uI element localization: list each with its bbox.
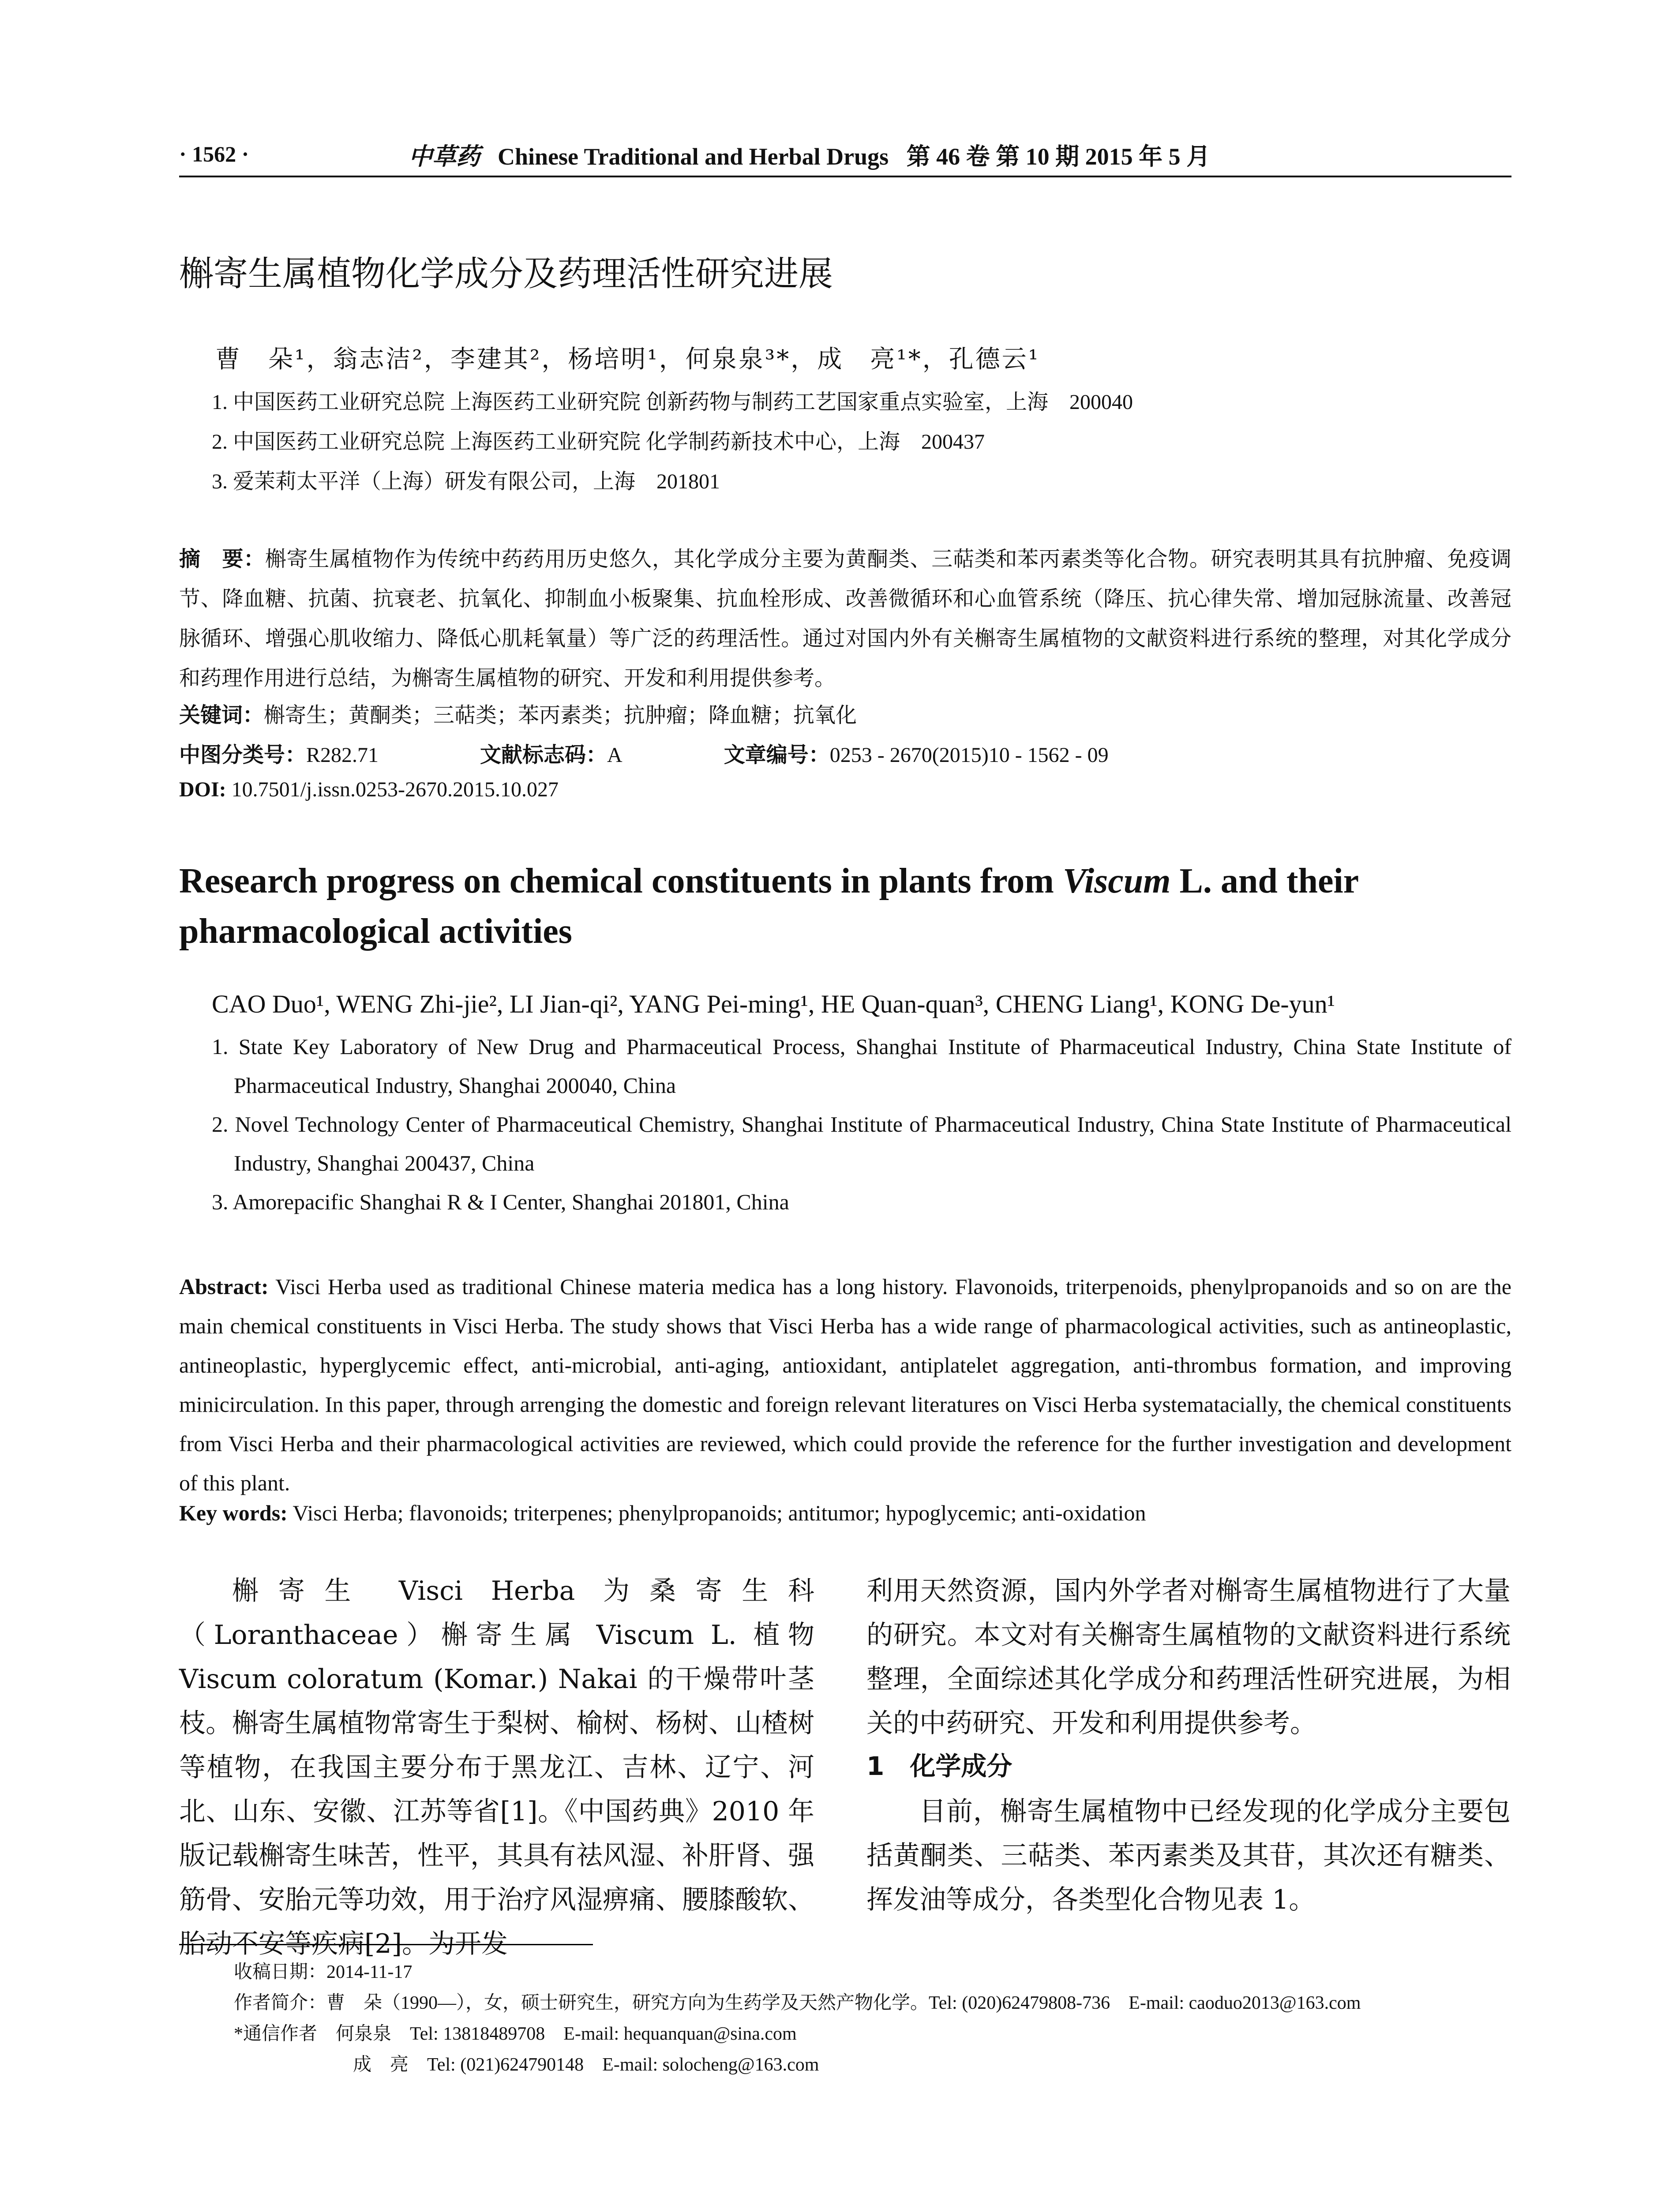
title-en-part2: L. and their pharmacological activities [179, 862, 1358, 951]
title-cn: 槲寄生属植物化学成分及药理活性研究进展 [179, 254, 833, 294]
affiliation-cn-2: 2. 中国医药工业研究总院 上海医药工业研究院 化学制药新技术中心，上海 200437 [212, 430, 985, 454]
running-header [179, 138, 1511, 173]
abstract-en [179, 1267, 1511, 1503]
keywords-en [179, 1500, 1511, 1526]
footnote-author-bio: 作者简介：曹 朵（1990—），女，硕士研究生，研究方向为生药学及天然产物化学。Tel: (020)62479808-736 E-mail: caoduo2013@163.com [234, 1993, 1361, 2013]
authors-cn: 曹 朵¹，翁志洁²，李建其²，杨培明¹，何泉泉³*，成 亮¹*，孔德云¹ [215, 345, 1040, 374]
title-en-genus: Viscum [1062, 862, 1171, 900]
doi-line [179, 777, 559, 802]
keywords-en-label: Key words: [179, 1501, 288, 1525]
footnote-rule [179, 1944, 593, 1945]
article-number-label: 文章编号： [724, 743, 830, 767]
footnote-received: 收稿日期：2014-11-17 [234, 1962, 412, 1982]
classification-line [179, 738, 1109, 768]
journal-issue: 第 46 卷 第 10 期 2015 年 5 月 [906, 143, 1211, 170]
affiliation-cn-1: 1. 中国医药工业研究总院 上海医药工业研究院 创新药物与制药工艺国家重点实验室，上海 200040 [212, 390, 1133, 414]
doi-value[interactable]: 10.7501/j.issn.0253-2670.2015.10.027 [231, 778, 559, 801]
journal-name-cn: 中草药 [409, 142, 480, 170]
affiliation-en-2: 2. Novel Technology Center of Pharmaceutical Chemistry, Shanghai Institute of Pharmaceutical Industry, China State Institute of Pharmaceutical Industry, Shanghai 200437, China [212, 1112, 1511, 1175]
header-rule [179, 176, 1511, 177]
footnote-corresponding-1: *通信作者 何泉泉 Tel: 13818489708 E-mail: hequanquan@sina.com [234, 2024, 797, 2044]
journal-name [409, 138, 1210, 172]
affiliation-en-1: 1. State Key Laboratory of New Drug and Pharmaceutical Process, Shanghai Institute of Pharmaceutical Industry, China State Institute of Pharmaceutical Industry, Shanghai 200040, China [212, 1034, 1511, 1098]
title-en [179, 856, 1511, 957]
keywords-cn [179, 698, 857, 728]
clc-value: R282.71 [306, 743, 379, 767]
doc-code-label: 文献标志码： [480, 743, 608, 767]
journal-name-en: Chinese Traditional and Herbal Drugs [498, 143, 889, 170]
section-heading-1: 1 化学成分 [866, 1751, 1012, 1781]
keywords-cn-text: 槲寄生；黄酮类；三萜类；苯丙素类；抗肿瘤；降血糖；抗氧化 [264, 704, 857, 727]
affiliation-en-3: 3. Amorepacific Shanghai R & I Center, Shanghai 201801, China [212, 1189, 789, 1214]
abstract-en-text: Visci Herba used as traditional Chinese materia medica has a long history. Flavonoids, triterpenoids, phenylpropanoids and so on are the main chemical constituents in Visci Herba. The study shows that Visci Herba has a wide range of pharmacological activities, such as antineoplastic, antineoplastic, hyperglycemic effect, anti-microbial, anti-aging, antioxidant, antiplatelet aggregation, anti-thrombus formation, and improving minicirculation. In this paper, through arrenging the domestic and foreign relevant literatures on Visci Herba systematacially, the chemical constituents from Visci Herba and their pharmacological activities are reviewed, which could provide the reference for the further investigation and development of this plant. [179, 1274, 1511, 1495]
abstract-cn-label: 摘 要： [179, 547, 265, 571]
article-number-value: 0253 - 2670(2015)10 - 1562 - 09 [829, 743, 1109, 767]
authors-en: CAO Duo¹, WENG Zhi-jie², LI Jian-qi², YANG Pei-ming¹, HE Quan-quan³, CHENG Liang¹, KONG De-yun¹ [212, 990, 1335, 1018]
abstract-cn-text: 槲寄生属植物作为传统中药药用历史悠久，其化学成分主要为黄酮类、三萜类和苯丙素类等化合物。研究表明其具有抗肿瘤、免疫调节、降血糖、抗菌、抗衰老、抗氧化、抑制血小板聚集、抗血栓形成、改善微循环和心血管系统（降压、抗心律失常、增加冠脉流量、改善冠脉循环、增强心肌收缩力、降低心肌耗氧量）等广泛的药理活性。通过对国内外有关槲寄生属植物的文献资料进行系统的整理，对其化学成分和药理作用进行总结，为槲寄生属植物的研究、开发和利用提供参考。 [179, 548, 1511, 690]
doc-code-value: A [607, 743, 622, 767]
clc-label: 中图分类号： [179, 743, 307, 767]
keywords-en-text: Visci Herba; flavonoids; triterpenes; phenylpropanoids; antitumor; hypoglycemic; anti-oxidation [292, 1501, 1146, 1525]
abstract-en-label: Abstract: [179, 1274, 269, 1299]
affiliation-cn-3: 3. 爱茉莉太平洋（上海）研发有限公司，上海 201801 [212, 470, 720, 493]
body-left-column: 槲寄生 Visci Herba 为桑寄生科（Loranthaceae）槲寄生属 Viscum L. 植物 Viscum coloratum (Komar.) Nakai 的干燥带叶茎枝。槲寄生属植物常寄生于梨树、榆树、杨树、山楂树等植物，在我国主要分布于黑龙江、吉林、辽宁、河北、山东、安徽、江苏等省[1]。《中国药典》2010 年版记载槲寄生味苦，性平，其具有祛风湿、补肝肾、强筋骨、安胎元等功效，用于治疗风湿痹痛、腰膝酸软、胎动不安等疾病[2]。为开发 [179, 1576, 814, 1959]
title-en-part1: Research progress on chemical constituents in plants from [179, 862, 1063, 900]
body-right-paragraph-1: 利用天然资源，国内外学者对槲寄生属植物进行了大量的研究。本文对有关槲寄生属植物的文献资料进行系统整理，全面综述其化学成分和药理活性研究进展，为相关的中药研究、开发和利用提供参考。 [866, 1576, 1511, 1739]
doi-label: DOI: [179, 778, 226, 801]
keywords-cn-label: 关键词： [179, 703, 264, 728]
footnote-corresponding-2: 成 亮 Tel: (021)624790148 E-mail: solocheng@163.com [353, 2055, 819, 2075]
abstract-cn [179, 539, 1511, 698]
body-right-paragraph-2: 目前，槲寄生属植物中已经发现的化学成分主要包括黄酮类、三萜类、苯丙素类及其苷，其次还有糖类、挥发油等成分，各类型化合物见表 1。 [866, 1796, 1511, 1915]
page-number: · 1562 · [179, 142, 249, 166]
